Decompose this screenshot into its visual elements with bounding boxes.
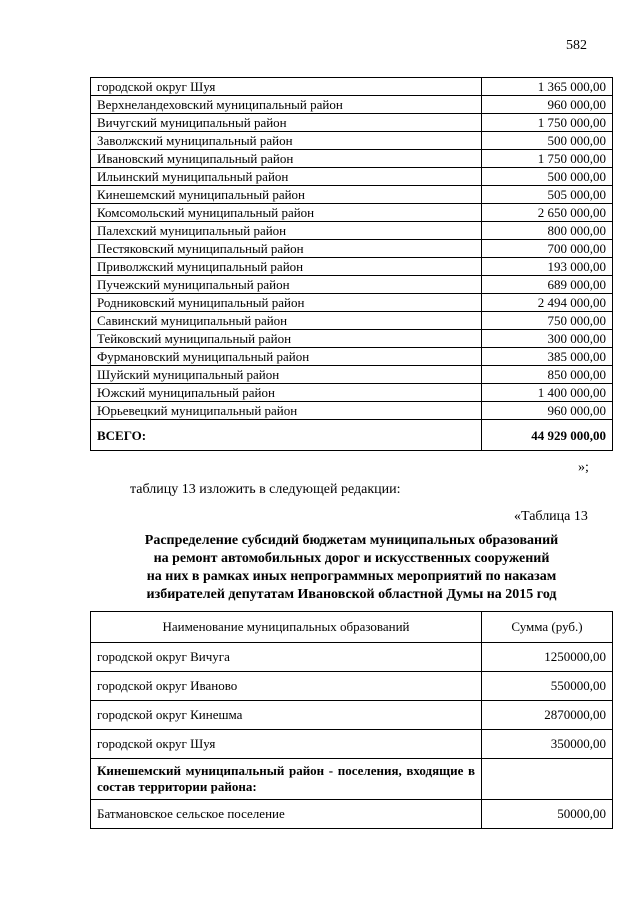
- row-amount: 193 000,00: [482, 258, 613, 276]
- header-amount: Сумма (руб.): [482, 612, 613, 643]
- table-row: [91, 258, 613, 276]
- table-row: [91, 330, 613, 348]
- row-name: Родниковский муниципальный район: [91, 294, 482, 312]
- table-row: [91, 348, 613, 366]
- table-row: [91, 402, 613, 420]
- total-amount: 44 929 000,00: [482, 420, 613, 451]
- table-row: [91, 672, 613, 701]
- table-row: [91, 186, 613, 204]
- row-amount: 500 000,00: [482, 132, 613, 150]
- row-amount: 1 750 000,00: [482, 150, 613, 168]
- row-amount: 960 000,00: [482, 402, 613, 420]
- row-name: Вичугский муниципальный район: [91, 114, 482, 132]
- table-row: [91, 294, 613, 312]
- table-row: [91, 240, 613, 258]
- row-amount: 2 494 000,00: [482, 294, 613, 312]
- table-label: «Таблица 13: [514, 509, 588, 524]
- row-amount: 750 000,00: [482, 312, 613, 330]
- table-row: [91, 96, 613, 114]
- instruction-text: таблицу 13 изложить в следующей редакции:: [130, 482, 401, 497]
- row-amount: 500 000,00: [482, 168, 613, 186]
- row-amount: 550000,00: [482, 672, 613, 701]
- row-name: городской округ Шуя: [91, 78, 482, 96]
- table-row: [91, 366, 613, 384]
- row-name: городской округ Кинешма: [91, 701, 482, 730]
- table-row: [91, 150, 613, 168]
- row-name: Верхнеландеховский муниципальный район: [91, 96, 482, 114]
- row-amount: 2 650 000,00: [482, 204, 613, 222]
- table-row: [91, 701, 613, 730]
- row-name: Комсомольский муниципальный район: [91, 204, 482, 222]
- row-amount: 1 365 000,00: [482, 78, 613, 96]
- total-label: ВСЕГО:: [91, 420, 482, 451]
- row-amount: 2870000,00: [482, 701, 613, 730]
- row-name: Пучежский муниципальный район: [91, 276, 482, 294]
- table-row: [91, 132, 613, 150]
- row-name: Тейковский муниципальный район: [91, 330, 482, 348]
- table-row: [91, 312, 613, 330]
- row-amount: 1 750 000,00: [482, 114, 613, 132]
- table-heading: [90, 532, 613, 604]
- page-number: 582: [566, 38, 587, 53]
- table-row: [91, 168, 613, 186]
- heading-line: избирателей депутатам Ивановской областной Думы на 2015 год: [146, 587, 557, 602]
- allocation-table-13: [90, 611, 613, 829]
- table-row: [91, 204, 613, 222]
- table-row: [91, 114, 613, 132]
- group-amount: [482, 759, 613, 800]
- table-row: [91, 643, 613, 672]
- row-name: городской округ Шуя: [91, 730, 482, 759]
- row-name: Юрьевецкий муниципальный район: [91, 402, 482, 420]
- closing-quote: »;: [578, 460, 589, 475]
- row-name: Ивановский муниципальный район: [91, 150, 482, 168]
- header-row: [91, 612, 613, 643]
- row-name: Заволжский муниципальный район: [91, 132, 482, 150]
- heading-line: на ремонт автомобильных дорог и искусственных сооружений: [153, 551, 550, 566]
- table-row: [91, 800, 613, 829]
- table-row: [91, 384, 613, 402]
- row-amount: 385 000,00: [482, 348, 613, 366]
- allocation-table-previous: [90, 77, 613, 451]
- row-name: Палехский муниципальный район: [91, 222, 482, 240]
- group-row: [91, 759, 613, 800]
- table-row: [91, 730, 613, 759]
- row-name: Южский муниципальный район: [91, 384, 482, 402]
- row-name: городской округ Иваново: [91, 672, 482, 701]
- row-amount: 1 400 000,00: [482, 384, 613, 402]
- row-amount: 350000,00: [482, 730, 613, 759]
- row-amount: 689 000,00: [482, 276, 613, 294]
- table-row: [91, 222, 613, 240]
- row-name: городской округ Вичуга: [91, 643, 482, 672]
- row-name: Савинский муниципальный район: [91, 312, 482, 330]
- row-amount: 800 000,00: [482, 222, 613, 240]
- row-amount: 50000,00: [482, 800, 613, 829]
- heading-line: на них в рамках иных непрограммных мероприятий по наказам: [146, 569, 557, 584]
- heading-line: Распределение субсидий бюджетам муниципальных образований: [144, 533, 559, 548]
- total-row: [91, 420, 613, 451]
- row-amount: 960 000,00: [482, 96, 613, 114]
- row-amount: 505 000,00: [482, 186, 613, 204]
- row-name: Ильинский муниципальный район: [91, 168, 482, 186]
- row-name: Приволжский муниципальный район: [91, 258, 482, 276]
- row-amount: 1250000,00: [482, 643, 613, 672]
- table-row: [91, 276, 613, 294]
- group-label: Кинешемский муниципальный район - поселения, входящие в состав территории района:: [91, 759, 482, 800]
- row-name: Кинешемский муниципальный район: [91, 186, 482, 204]
- row-name: Фурмановский муниципальный район: [91, 348, 482, 366]
- table-row: [91, 78, 613, 96]
- row-name: Пестяковский муниципальный район: [91, 240, 482, 258]
- row-amount: 700 000,00: [482, 240, 613, 258]
- row-amount: 300 000,00: [482, 330, 613, 348]
- row-name: Батмановское сельское поселение: [91, 800, 482, 829]
- row-name: Шуйский муниципальный район: [91, 366, 482, 384]
- row-amount: 850 000,00: [482, 366, 613, 384]
- header-name: Наименование муниципальных образований: [91, 612, 482, 643]
